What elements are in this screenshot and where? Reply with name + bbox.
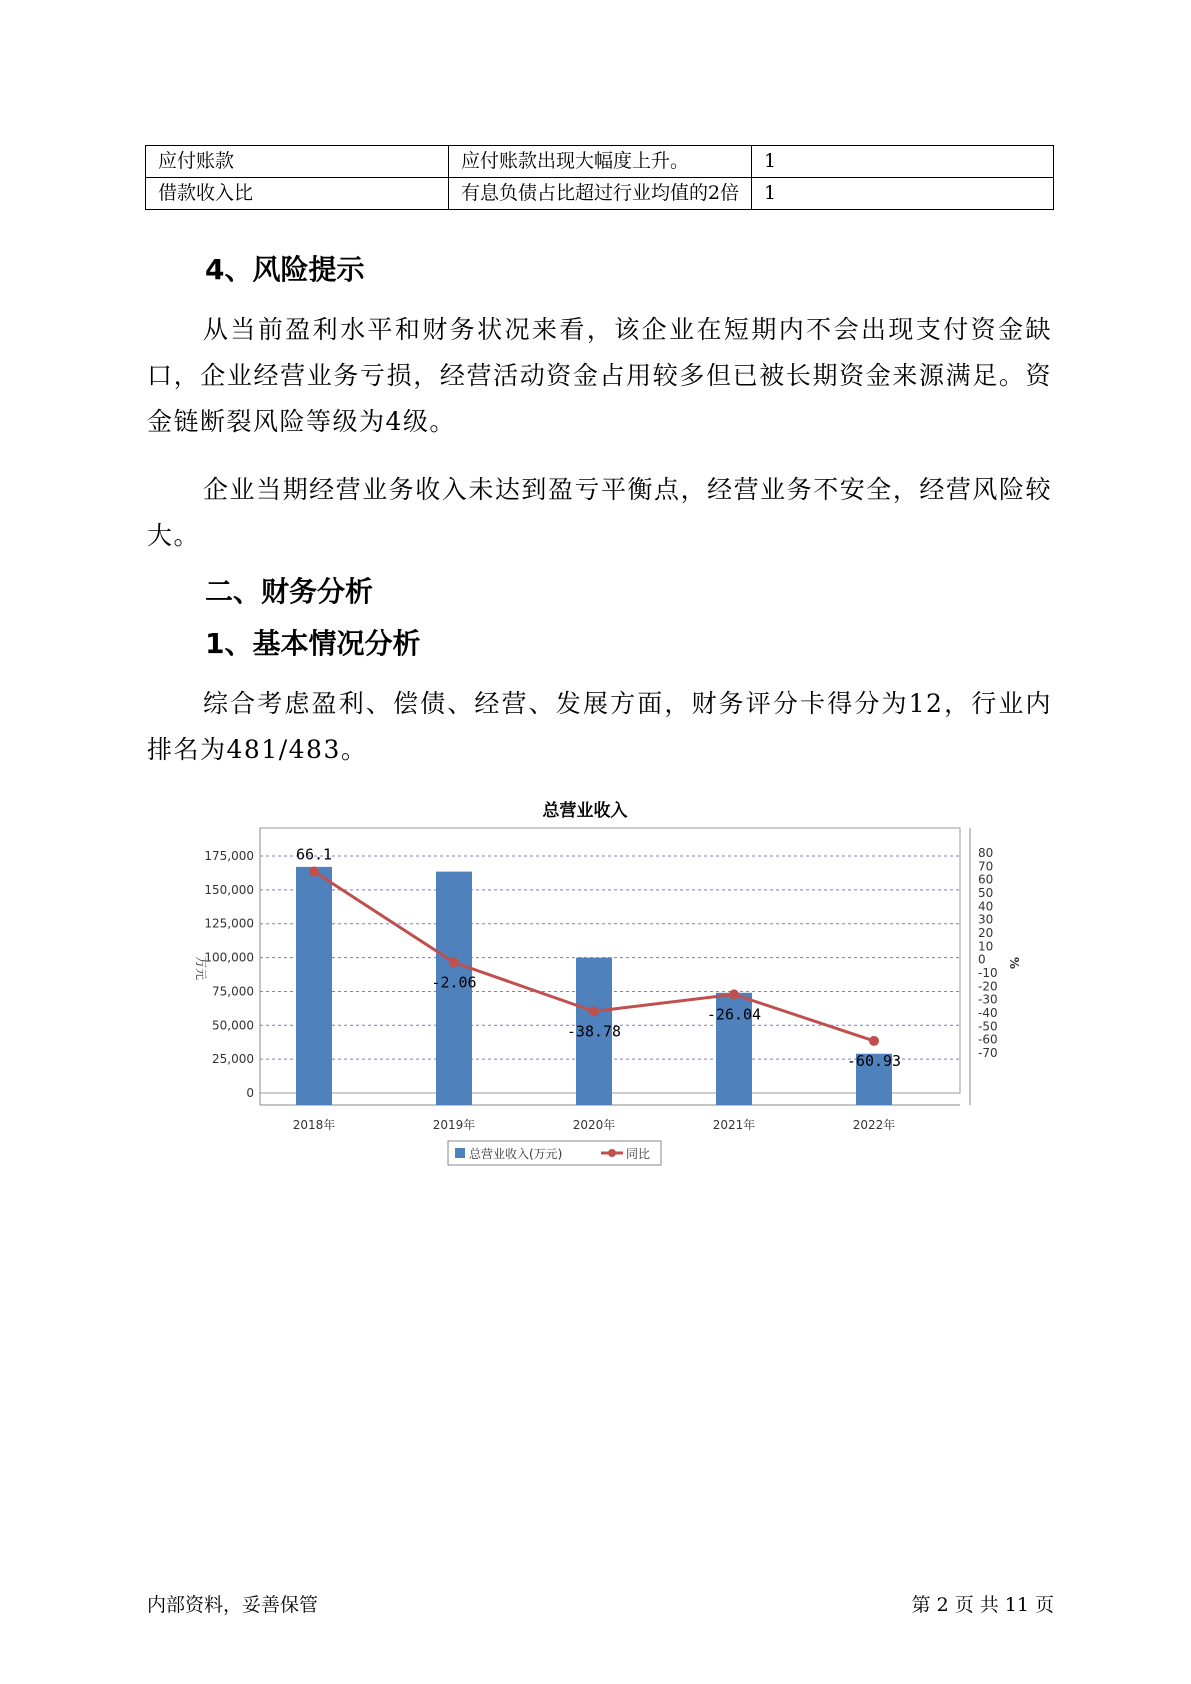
risk-heading: 4、风险提示: [205, 253, 365, 286]
basic-analysis-heading: 1、基本情况分析: [205, 627, 421, 660]
revenue-chart-svg: [175, 798, 1021, 1268]
risk-paragraph-1: 从当前盈利水平和财务状况来看，该企业在短期内不会出现支付资金缺口，企业经营业务亏损，经营活动资金占用较多但已被长期资金来源满足。资金链断裂风险等级为4级。: [147, 315, 1052, 436]
y2-tick-label: -70: [978, 1046, 998, 1060]
y2-tick-label: 0: [978, 952, 986, 967]
yoy-data-label: -2.06: [431, 973, 477, 992]
legend-bar-label: 总营业收入(万元): [469, 1147, 563, 1161]
bar: [296, 867, 332, 1105]
footer-confidential: 内部资料，妥善保管: [147, 1594, 319, 1616]
legend-bar-swatch: [455, 1148, 465, 1158]
y-tick-label: 0: [246, 1086, 254, 1100]
y-axis-label: 万元: [194, 955, 208, 981]
y2-tick-label: 60: [978, 872, 994, 887]
table-row: [146, 178, 1054, 210]
x-tick-label: 2020年: [572, 1118, 616, 1132]
footer-page-number: 第 2 页 共 11 页: [911, 1594, 1054, 1616]
financial-analysis-heading: 二、财务分析: [205, 575, 374, 608]
yoy-point: [309, 867, 319, 877]
yoy-data-label: 66.1: [295, 845, 333, 864]
table-cell-item: 应付账款: [146, 146, 449, 178]
yoy-point: [589, 1006, 599, 1016]
y2-tick-label: -10: [978, 966, 998, 980]
y2-tick-label: 10: [978, 939, 994, 954]
y2-tick-label: -40: [978, 1006, 998, 1020]
y2-tick-label: 50: [978, 886, 994, 900]
y2-tick-label: 30: [978, 912, 994, 927]
x-tick-label: 2019年: [432, 1118, 476, 1132]
risk-indicator-table: [145, 145, 1054, 210]
y2-tick-label: -20: [978, 979, 998, 994]
y-tick-label: 100,000: [204, 950, 254, 965]
yoy-point: [869, 1036, 879, 1046]
y2-tick-label: 40: [978, 899, 994, 914]
y-tick-label: 50,000: [212, 1018, 254, 1033]
x-tick-label: 2018年: [292, 1118, 336, 1132]
table-cell-desc: 有息负债占比超过行业均值的2倍: [449, 178, 752, 210]
table-cell-value: 1: [752, 146, 1054, 178]
y2-tick-label: 20: [978, 926, 994, 940]
y-tick-label: 25,000: [212, 1052, 254, 1067]
y2-tick-label: -30: [978, 992, 998, 1007]
y2-tick-label: -60: [978, 1032, 998, 1047]
y2-tick-label: -50: [978, 1019, 998, 1034]
y2-axis-label: %: [1007, 956, 1021, 970]
table-cell-desc: 应付账款出现大幅度上升。: [449, 146, 752, 178]
yoy-point: [449, 957, 459, 967]
table-cell-value: 1: [752, 178, 1054, 210]
table-row: [146, 146, 1054, 178]
y-tick-label: 150,000: [204, 882, 254, 897]
revenue-chart: [175, 798, 1021, 1268]
y-tick-label: 125,000: [204, 916, 254, 931]
chart-title: 总营业收入: [542, 801, 628, 821]
y-tick-label: 175,000: [204, 849, 254, 864]
y-tick-label: 75,000: [212, 984, 254, 999]
table-cell-item: 借款收入比: [146, 178, 449, 210]
yoy-data-label: -26.04: [706, 1005, 762, 1024]
risk-paragraph-2: 企业当期经营业务收入未达到盈亏平衡点，经营业务不安全，经营风险较大。: [147, 475, 1052, 550]
basic-analysis-paragraph: 综合考虑盈利、偿债、经营、发展方面，财务评分卡得分为12，行业内排名为481/483。: [147, 689, 1052, 764]
x-tick-label: 2021年: [712, 1118, 756, 1132]
y2-tick-label: 70: [978, 859, 994, 874]
x-tick-label: 2022年: [852, 1118, 896, 1132]
legend-line-label: 同比: [626, 1147, 651, 1161]
y2-tick-label: 80: [978, 846, 994, 860]
yoy-data-label: -60.93: [846, 1051, 902, 1070]
legend-line-marker: [608, 1149, 616, 1157]
yoy-point: [729, 989, 739, 999]
yoy-data-label: -38.78: [566, 1022, 622, 1041]
